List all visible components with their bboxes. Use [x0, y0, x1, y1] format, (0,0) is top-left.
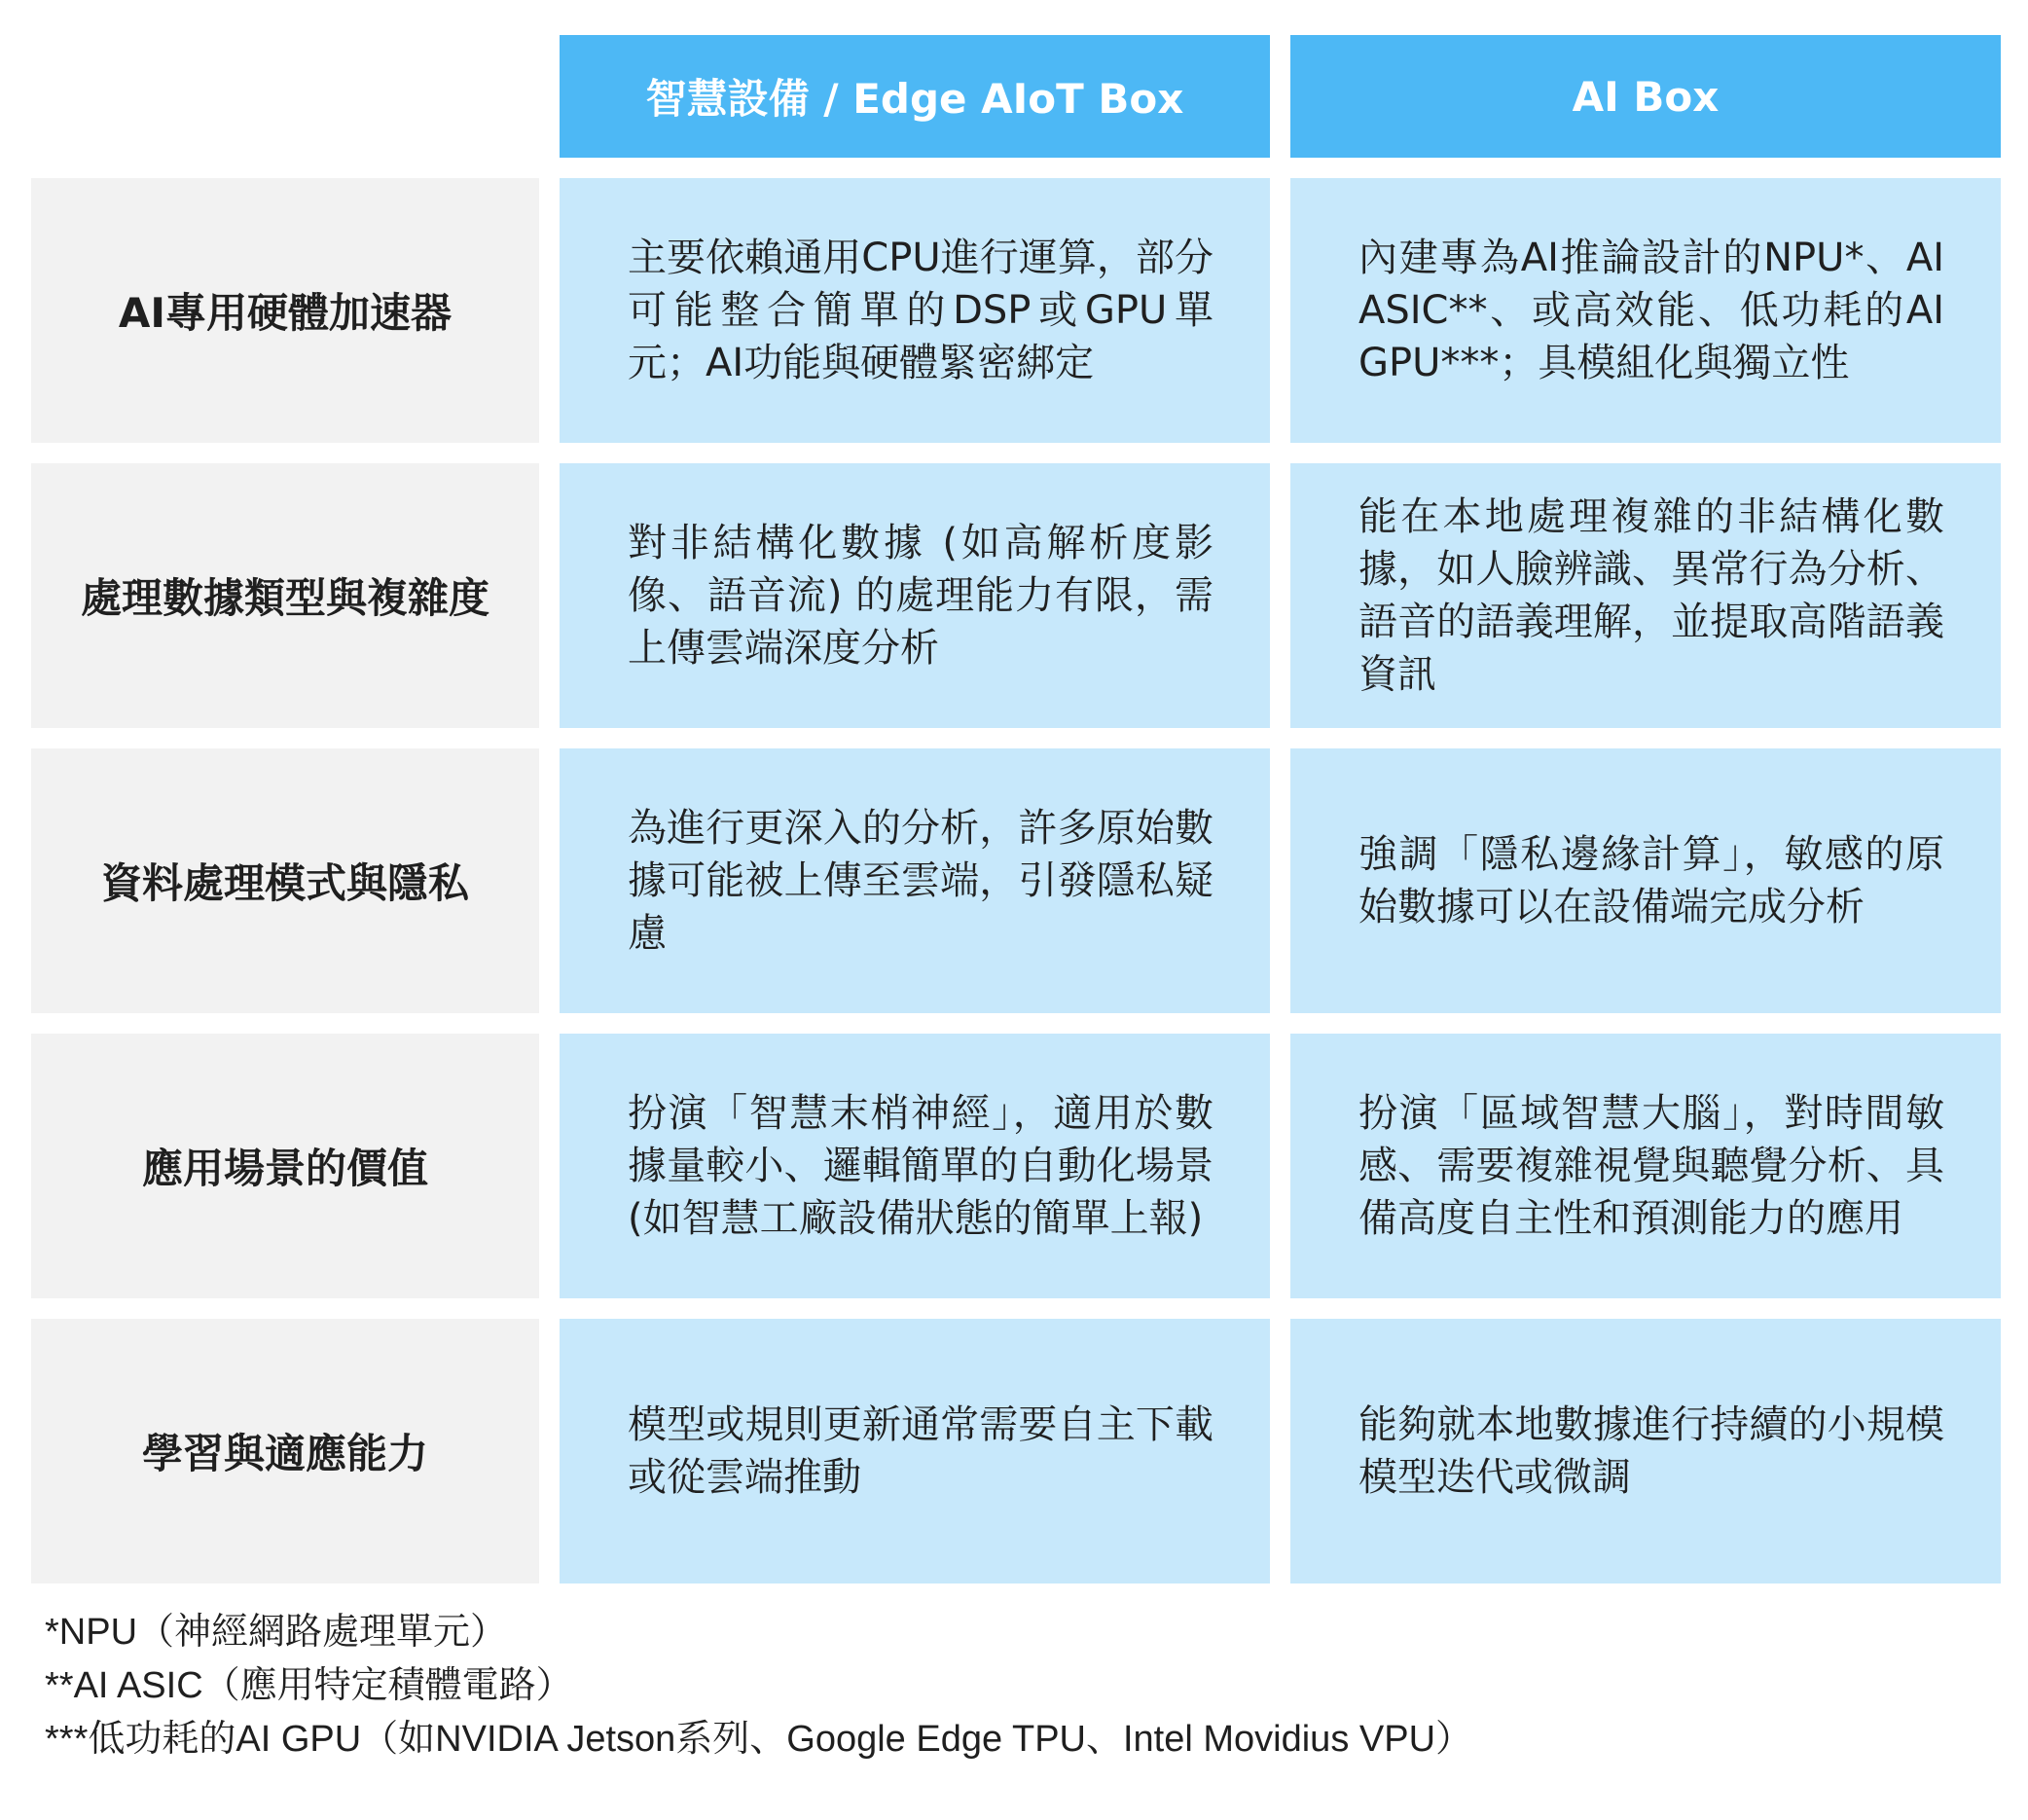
cell-text: 能夠就本地數據進行持續的小規模模型迭代或微調 — [1358, 1402, 1944, 1500]
row-label-hardware-accelerator: AI專用硬體加速器 — [31, 178, 539, 443]
cell-text: 能在本地處理複雜的非結構化數據，如人臉辨識、異常行為分析、語音的語義理解，並提取高階語義資訊 — [1358, 494, 1944, 697]
footnotes — [45, 1606, 1472, 1766]
cell-text: 強調「隱私邊緣計算」，敏感的原始數據可以在設備端完成分析 — [1358, 832, 1944, 929]
cell-edge-application-value — [560, 1034, 1270, 1298]
cell-aibox-learning-adaptability — [1290, 1319, 2001, 1583]
cell-text: 扮演「區域智慧大腦」，對時間敏感、需要複雜視覺與聽覺分析、具備高度自主性和預測能力的應用 — [1358, 1091, 1944, 1241]
footnote-npu: *NPU（神經網路處理單元） — [45, 1612, 508, 1653]
row-label-data-complexity: 處理數據類型與複雜度 — [31, 463, 539, 728]
footnote-ai-gpu: ***低功耗的AI GPU（如NVIDIA Jetson系列、Google Edge TPU、Intel Movidius VPU） — [45, 1719, 1473, 1760]
cell-text: 扮演「智慧末梢神經」，適用於數據量較小、邏輯簡單的自動化場景 (如智慧工廠設備狀態的簡單上報) — [628, 1091, 1213, 1241]
cell-text: 模型或規則更新通常需要自主下載或從雲端推動 — [628, 1402, 1213, 1500]
cell-text: 對非結構化數據 (如高解析度影像、語音流) 的處理能力有限，需上傳雲端深度分析 — [628, 521, 1213, 671]
cell-edge-privacy — [560, 748, 1270, 1013]
cell-text: 內建專為AI推論設計的NPU*、AI ASIC**、或高效能、低功耗的AI GPU***；具模組化與獨立性 — [1358, 236, 1944, 385]
row-label-learning-adaptability: 學習與適應能力 — [31, 1319, 539, 1583]
cell-edge-learning-adaptability — [560, 1319, 1270, 1583]
cell-aibox-application-value — [1290, 1034, 2001, 1298]
column-header-edge-aiot-box: 智慧設備 / Edge AIoT Box — [560, 35, 1270, 158]
cell-text: 為進行更深入的分析，許多原始數據可能被上傳至雲端，引發隱私疑慮 — [628, 806, 1213, 956]
cell-aibox-hardware-accelerator — [1290, 178, 2001, 443]
row-label-privacy: 資料處理模式與隱私 — [31, 748, 539, 1013]
cell-text: 主要依賴通用CPU進行運算，部分可能整合簡單的DSP或GPU單元；AI功能與硬體緊密綁定 — [628, 236, 1213, 385]
table-corner — [31, 35, 539, 158]
comparison-table — [31, 35, 2001, 1583]
cell-aibox-privacy — [1290, 748, 2001, 1013]
cell-edge-data-complexity — [560, 463, 1270, 728]
footnote-ai-asic: **AI ASIC（應用特定積體電路） — [45, 1665, 573, 1706]
cell-aibox-data-complexity — [1290, 463, 2001, 728]
column-header-ai-box: AI Box — [1290, 35, 2001, 158]
row-label-application-value: 應用場景的價值 — [31, 1034, 539, 1298]
cell-edge-hardware-accelerator — [560, 178, 1270, 443]
